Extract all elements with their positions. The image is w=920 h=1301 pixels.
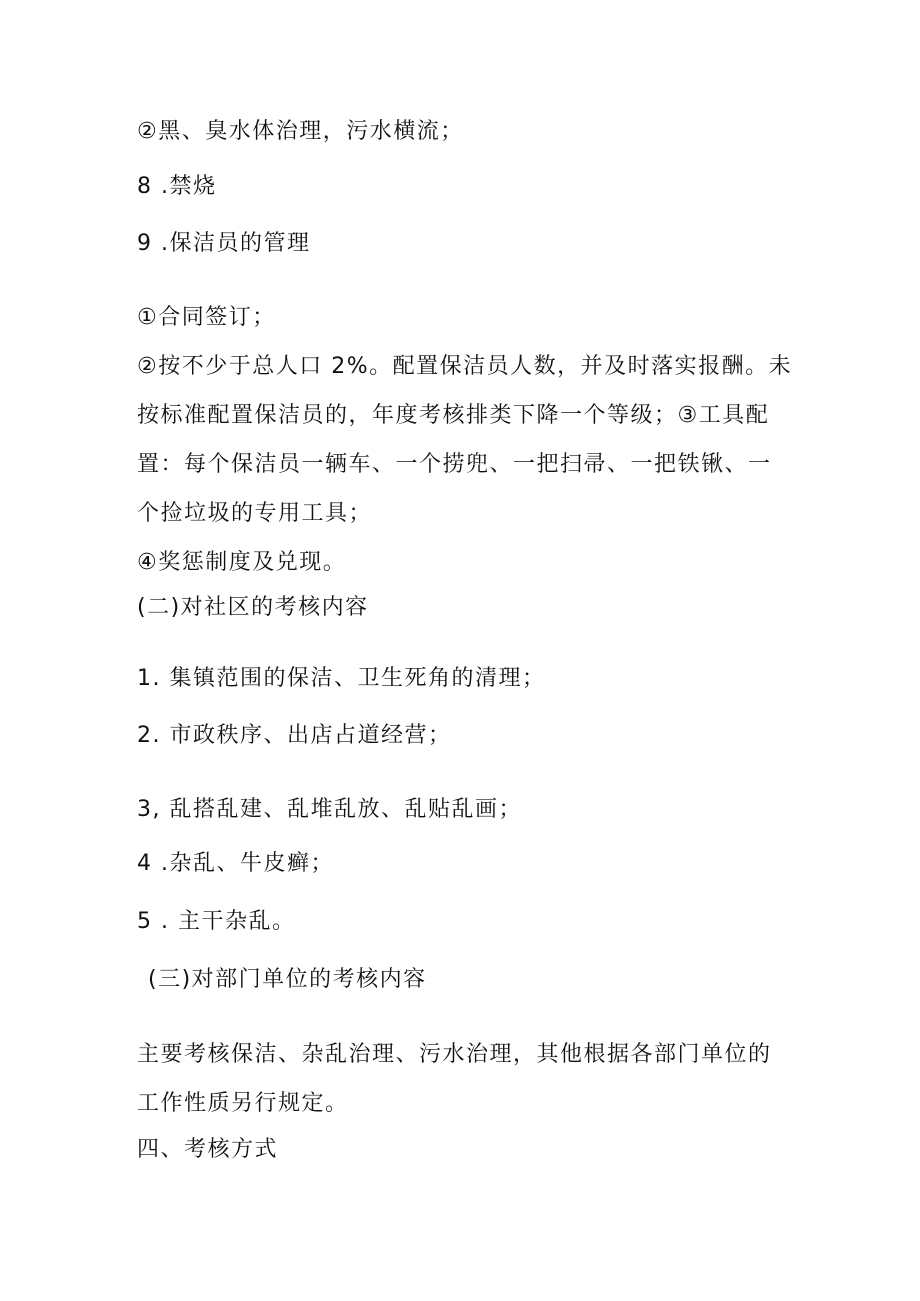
paragraph-line: 置：每个保洁员一辆车、一个捞兜、一把扫帚、一把铁锹、一 <box>137 452 772 477</box>
section-heading: (三)对部门单位的考核内容 <box>148 967 427 992</box>
section-heading: (二)对社区的考核内容 <box>137 595 369 620</box>
section-heading: 四、考核方式 <box>137 1137 279 1162</box>
paragraph-line: ④奖惩制度及兑现。 <box>137 550 347 575</box>
paragraph-line: 9 .保洁员的管理 <box>137 231 311 256</box>
paragraph-line: ②按不少于总人口 2%。配置保洁员人数，并及时落实报酬。未 <box>137 354 793 379</box>
paragraph-line: 工作性质另行规定。 <box>137 1091 349 1116</box>
paragraph-line: 主要考核保洁、杂乱治理、污水治理，其他根据各部门单位的 <box>137 1042 772 1067</box>
paragraph-line: 按标准配置保洁员的，年度考核排类下降一个等级；③工具配 <box>137 403 770 428</box>
paragraph-line: ①合同签订； <box>137 305 276 330</box>
paragraph-line: 8 .禁烧 <box>137 174 217 199</box>
paragraph-line: 个捡垃圾的专用工具； <box>137 501 373 526</box>
list-item: 2. 市政秩序、出店占道经营； <box>137 723 452 748</box>
list-item: 1. 集镇范围的保洁、卫生死角的清理； <box>137 666 546 691</box>
list-item: 5 . 主干杂乱。 <box>137 909 296 934</box>
paragraph-line: ②黑、臭水体治理，污水横流； <box>137 119 464 144</box>
list-item: 3, 乱搭乱建、乱堆乱放、乱贴乱画； <box>137 797 522 822</box>
list-item: 4 .杂乱、牛皮癣； <box>137 851 334 876</box>
